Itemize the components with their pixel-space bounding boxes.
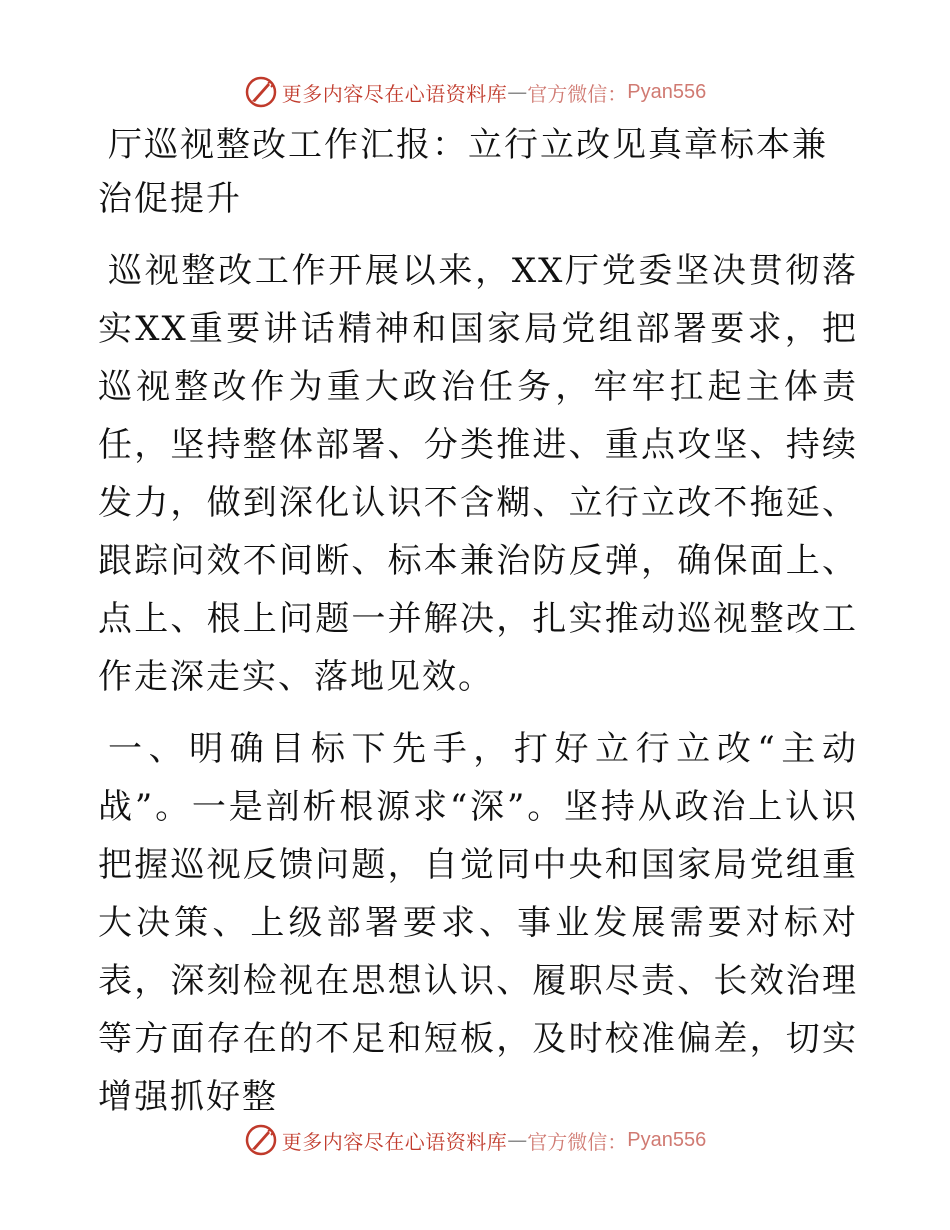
watermark-text: 更多内容尽在心语资料库 bbox=[281, 1129, 508, 1154]
watermark-text: 更多内容尽在心语资料库 bbox=[281, 81, 508, 106]
quill-logo-icon bbox=[244, 1123, 278, 1157]
document-title: 厅巡视整改工作汇报：立行立改见真章标本兼治促提升 bbox=[98, 125, 828, 219]
watermark-header bbox=[0, 72, 950, 112]
document-body bbox=[98, 118, 858, 1126]
intro-paragraph: 巡视整改工作开展以来，XX厅党委坚决贯彻落实XX重要讲话精神和国家局党组部署要求，把巡视整改作为重大政治任务，牢牢扛起主体责任，坚持整体部署、分类推进、重点攻坚、持续发力，做到深化认识不含糊、立行立改不拖延、跟踪问效不间断、标本兼治防反弹，确保面上、点上、根上问题一并解决，扎实推动巡视整改工作走深走实、落地见效。 bbox=[98, 251, 858, 697]
watermark-label: 官方微信： bbox=[527, 1129, 628, 1154]
watermark-id: Pyan556 bbox=[627, 80, 707, 103]
quill-logo-icon bbox=[244, 75, 278, 109]
watermark-label: 官方微信： bbox=[527, 81, 628, 106]
watermark-id: Pyan556 bbox=[627, 1128, 707, 1151]
watermark-dash: — bbox=[507, 1128, 528, 1152]
watermark-dash: — bbox=[507, 80, 528, 104]
watermark-footer bbox=[0, 1120, 950, 1160]
section-1-paragraph: 一、明确目标下先手，打好立行立改“主动战”。一是剖析根源求“深”。坚持从政治上认识把握巡视反馈问题，自觉同中央和国家局党组重大决策、上级部署要求、事业发展需要对标对表，深刻检视在思想认识、履职尽责、长效治理等方面存在的不足和短板，及时校准偏差，切实增强抓好整 bbox=[98, 729, 858, 1117]
